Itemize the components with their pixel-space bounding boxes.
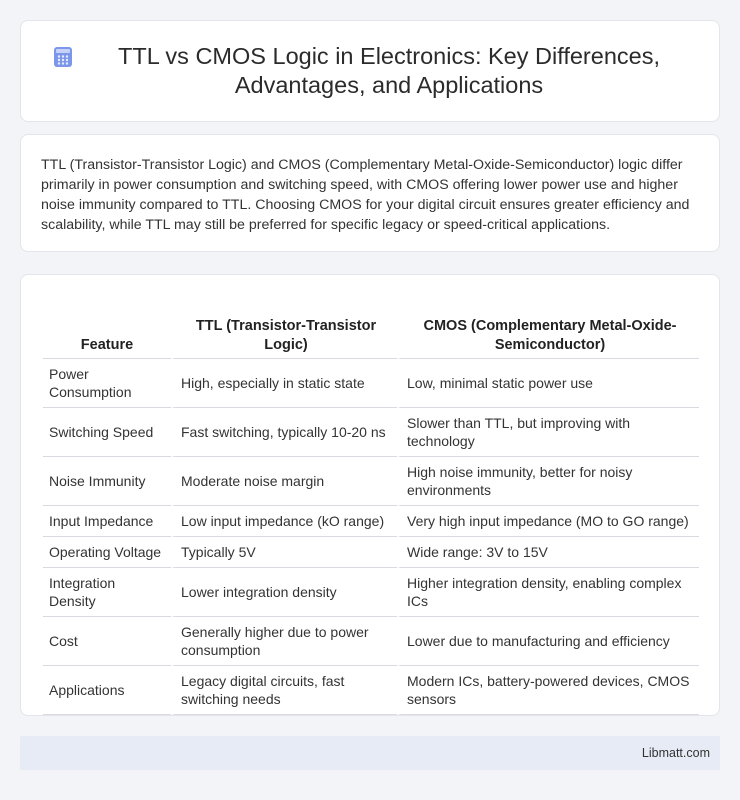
table-row <box>43 568 699 617</box>
ttl-cell: Generally higher due to power consumption <box>171 617 397 666</box>
table-row <box>43 506 699 537</box>
table-row <box>43 359 699 408</box>
feature-cell: Cost <box>43 617 171 666</box>
header-ttl: TTL (Transistor-Transistor Logic) <box>171 297 397 359</box>
intro-card <box>20 134 720 252</box>
comparison-table <box>43 297 699 715</box>
table-row <box>43 408 699 457</box>
cmos-cell: Wide range: 3V to 15V <box>397 537 699 568</box>
feature-cell: Integration Density <box>43 568 171 617</box>
cmos-cell: Low, minimal static power use <box>397 359 699 408</box>
cmos-cell: Modern ICs, battery-powered devices, CMOS sensors <box>397 666 699 715</box>
comparison-card <box>20 274 720 716</box>
title-card <box>20 20 720 122</box>
feature-cell: Operating Voltage <box>43 537 171 568</box>
header-cmos: CMOS (Complementary Metal-Oxide-Semiconductor) <box>397 297 699 359</box>
feature-cell: Power Consumption <box>43 359 171 408</box>
title-wrap <box>21 42 719 100</box>
cmos-cell: Slower than TTL, but improving with technology <box>397 408 699 457</box>
cmos-cell: High noise immunity, better for noisy environments <box>397 457 699 506</box>
table-row <box>43 666 699 715</box>
table-row <box>43 617 699 666</box>
table-row <box>43 457 699 506</box>
footer <box>20 736 720 770</box>
feature-cell: Input Impedance <box>43 506 171 537</box>
cmos-cell: Higher integration density, enabling complex ICs <box>397 568 699 617</box>
ttl-cell: Low input impedance (kO range) <box>171 506 397 537</box>
intro-paragraph: TTL (Transistor-Transistor Logic) and CMOS (Complementary Metal-Oxide-Semiconductor) logic differ primarily in power consumption and switching speed, with CMOS offering lower power use and higher noise immunity compared to TTL. Choosing CMOS for your digital circuit ensures greater efficiency and scalability, while TTL may still be preferred for specific legacy or speed-critical applications. <box>41 157 690 233</box>
page-title: TTL vs CMOS Logic in Electronics: Key Differences, Advantages, and Applications <box>118 43 660 98</box>
footer-brand[interactable]: Libmatt.com <box>641 746 710 760</box>
ttl-cell: Lower integration density <box>171 568 397 617</box>
ttl-cell: Moderate noise margin <box>171 457 397 506</box>
ttl-cell: Typically 5V <box>171 537 397 568</box>
header-feature: Feature <box>43 297 171 359</box>
feature-cell: Switching Speed <box>43 408 171 457</box>
cmos-cell: Lower due to manufacturing and efficiency <box>397 617 699 666</box>
ttl-cell: High, especially in static state <box>171 359 397 408</box>
table-row <box>43 537 699 568</box>
cmos-cell: Very high input impedance (MO to GO range) <box>397 506 699 537</box>
feature-cell: Noise Immunity <box>43 457 171 506</box>
ttl-cell: Fast switching, typically 10-20 ns <box>171 408 397 457</box>
ttl-cell: Legacy digital circuits, fast switching needs <box>171 666 397 715</box>
calculator-icon <box>51 45 75 69</box>
feature-cell: Applications <box>43 666 171 715</box>
table-header-row <box>43 297 699 359</box>
